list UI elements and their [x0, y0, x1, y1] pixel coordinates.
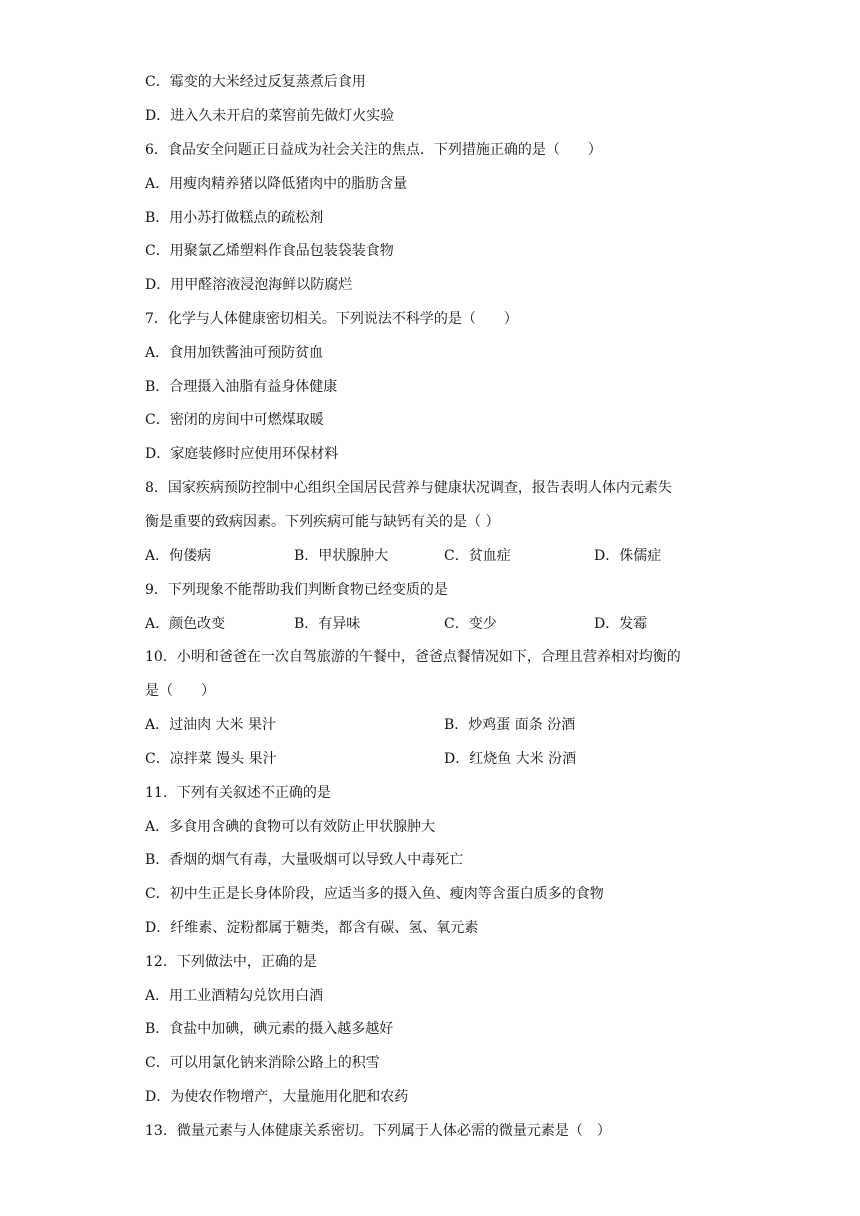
- q6-option-c: C．用聚氯乙烯塑料作食品包装袋装食物: [145, 243, 394, 259]
- question-8-line-2: 衡是重要的致病因素。下列疾病可能与缺钙有关的是（ ）: [145, 514, 500, 530]
- q8-option-a: A．佝偻病: [145, 548, 212, 564]
- q8-option-c: C．贫血症: [444, 548, 511, 564]
- question-6: 6．食品安全问题正日益成为社会关注的焦点．下列措施正确的是（ ）: [145, 142, 602, 158]
- q7-option-c: C．密闭的房间中可燃煤取暖: [145, 412, 324, 428]
- q12-option-d: D．为使农作物增产，大量施用化肥和农药: [145, 1089, 409, 1105]
- q6-option-a: A．用瘦肉精养猪以降低猪肉中的脂肪含量: [145, 176, 408, 192]
- question-8-line-1: 8．国家疾病预防控制中心组织全国居民营养与健康状况调查，报告表明人体内元素失: [145, 480, 672, 496]
- q11-option-b: B．香烟的烟气有毒，大量吸烟可以导致人中毒死亡: [145, 852, 464, 868]
- q7-option-a: A．食用加铁酱油可预防贫血: [145, 345, 324, 361]
- q9-option-c: C．变少: [444, 616, 497, 632]
- q10-option-a: A．过油肉 大米 果汁: [145, 717, 277, 733]
- q7-option-d: D．家庭装修时应使用环保材料: [145, 446, 339, 462]
- q11-option-d: D．纤维素、淀粉都属于糖类，都含有碳、氢、氧元素: [145, 920, 479, 936]
- q8-option-d: D．侏儒症: [594, 548, 662, 564]
- q10-option-d: D．红烧鱼 大米 汾酒: [444, 751, 577, 767]
- q12-option-c: C．可以用氯化钠来消除公路上的积雪: [145, 1055, 380, 1071]
- q7-option-b: B．合理摄入油脂有益身体健康: [145, 379, 338, 395]
- q6-option-d: D．用甲醛溶液浸泡海鲜以防腐烂: [145, 277, 353, 293]
- q9-option-a: A．颜色改变: [145, 616, 226, 632]
- q6-option-b: B．用小苏打做糕点的疏松剂: [145, 210, 324, 226]
- q9-option-d: D．发霉: [594, 616, 648, 632]
- question-11: 11．下列有关叙述不正确的是: [145, 785, 331, 801]
- q12-option-b: B．食盐中加碘，碘元素的摄入越多越好: [145, 1021, 394, 1037]
- q5-option-d: D．进入久未开启的菜窖前先做灯火实验: [145, 108, 395, 124]
- q9-option-b: B．有异味: [294, 616, 361, 632]
- q10-option-b: B．炒鸡蛋 面条 汾酒: [444, 717, 576, 733]
- q11-option-a: A．多食用含碘的食物可以有效防止甲状腺肿大: [145, 819, 436, 835]
- q8-option-b: B．甲状腺肿大: [294, 548, 389, 564]
- question-10-line-1: 10．小明和爸爸在一次自驾旅游的午餐中，爸爸点餐情况如下，合理且营养相对均衡的: [145, 649, 681, 665]
- question-7: 7．化学与人体健康密切相关。下列说法不科学的是（ ）: [145, 311, 518, 327]
- q12-option-a: A．用工业酒精勾兑饮用白酒: [145, 988, 324, 1004]
- question-10-line-2: 是（ ）: [145, 683, 215, 699]
- q5-option-c: C．霉变的大米经过反复蒸煮后食用: [145, 74, 366, 90]
- q11-option-c: C．初中生正是长身体阶段，应适当多的摄入鱼、瘦肉等含蛋白质多的食物: [145, 886, 604, 902]
- question-9: 9．下列现象不能帮助我们判断食物已经变质的是: [145, 582, 448, 598]
- q10-option-c: C．凉拌菜 馒头 果汁: [145, 751, 277, 767]
- question-12: 12．下列做法中，正确的是: [145, 954, 317, 970]
- question-13: 13．微量元素与人体健康关系密切。下列属于人体必需的微量元素是（ ）: [145, 1123, 611, 1139]
